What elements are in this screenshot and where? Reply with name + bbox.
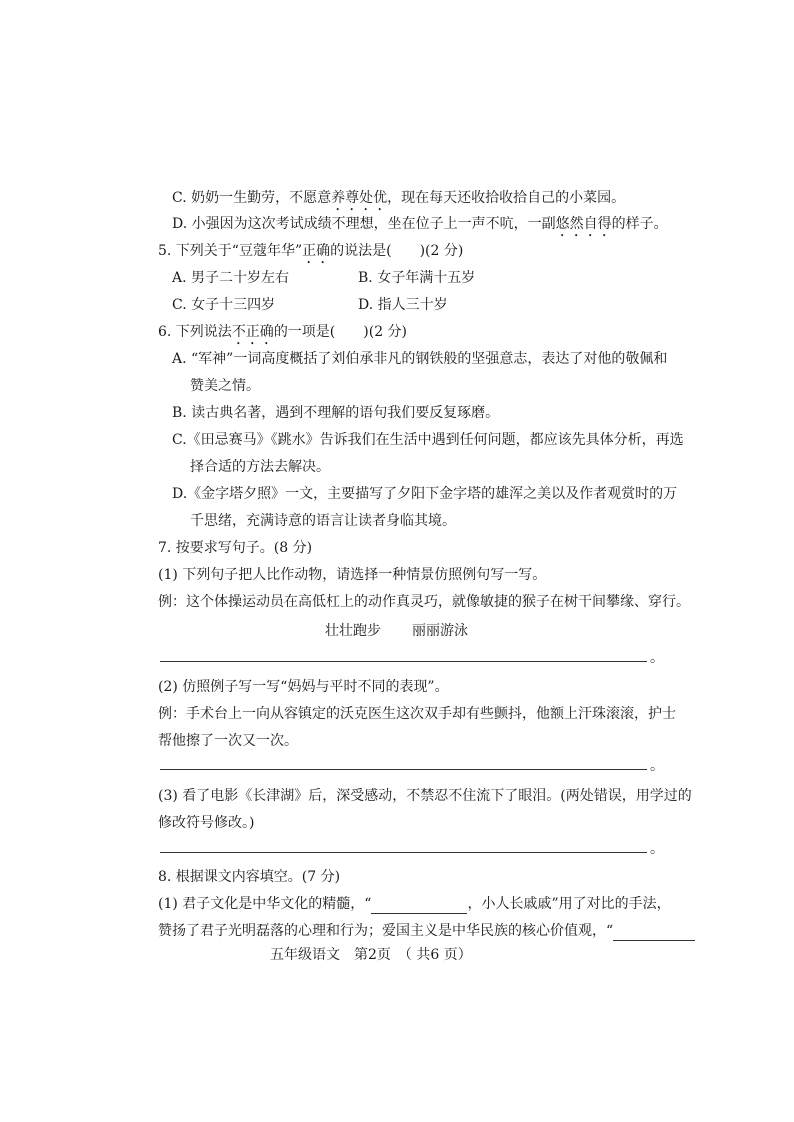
q7-part-1: (1) 下列句子把人比作动物，请选择一种情景仿照例句写一写。 xyxy=(158,567,547,583)
answer-period: 。 xyxy=(650,841,664,857)
option-d-text: D. 小强因为这次考试成绩不理想，坐在位子上一声不吭，一副 xyxy=(172,216,556,232)
q6-option-c[interactable]: C.《田忌赛马》《跳水》告诉我们在生活中遇到任何问题，都应该先具体分析，再选 xyxy=(172,432,684,448)
q5-option-c[interactable]: C. 女子十三四岁 xyxy=(172,297,276,313)
answer-line[interactable] xyxy=(160,769,647,770)
q5-option-a[interactable]: A. 男子二十岁左右 xyxy=(172,270,290,286)
q7-scenario-option: 丽丽游泳 xyxy=(412,623,468,639)
q6-option-c-cont: 择合适的方法去解决。 xyxy=(190,459,330,475)
q8-text-end: ，小人长戚戚”用了对比的手法， xyxy=(467,896,671,912)
q5-stem-text: 5. 下列关于“豆蔻年华” xyxy=(158,243,303,259)
answer-line[interactable] xyxy=(160,852,647,853)
emphasized-term: 正确 xyxy=(302,243,331,259)
question-8-stem: 8. 根据课文内容填空。(7 分) xyxy=(158,869,341,885)
question-6-stem xyxy=(158,322,407,348)
q6-option-a[interactable]: A. “军神”一词高度概括了刘伯承非凡的钢铁般的坚强意志，表达了对他的敬佩和 xyxy=(172,351,668,367)
option-c-text-end: ，现在每天还收拾收拾自己的小菜园。 xyxy=(387,190,626,206)
q6-option-b[interactable]: B. 读古典名著，遇到不理解的语句我们要反复琢磨。 xyxy=(172,405,500,421)
option-c-text: C. 奶奶一生勤劳，不愿意 xyxy=(172,190,332,206)
fill-blank[interactable] xyxy=(371,896,467,914)
page-footer: 五年级语文 第2页 （ 共6 页） xyxy=(270,947,472,963)
q6-stem-text: 6. 下列说法 xyxy=(158,324,232,340)
option-d xyxy=(172,214,668,240)
question-7-stem: 7. 按要求写句子。(8 分) xyxy=(158,540,313,556)
fill-blank[interactable] xyxy=(613,923,695,941)
q6-option-a-cont: 赞美之情。 xyxy=(190,378,260,394)
q5-option-d[interactable]: D. 指人三十岁 xyxy=(358,297,448,313)
q7-part-3-cont: 修改符号修改。) xyxy=(158,815,255,831)
q7-part-2: (2) 仿照例子写一写“妈妈与平时不同的表现”。 xyxy=(158,679,449,695)
q8-text: (1) 君子文化是中华文化的精髓，“ xyxy=(158,896,372,912)
question-5-stem xyxy=(158,241,463,267)
q8-line-1 xyxy=(158,894,671,914)
emphasized-term: 不正确 xyxy=(231,324,274,340)
option-d-text-end: 的样子。 xyxy=(611,216,668,232)
q8-line-2 xyxy=(158,921,695,941)
q7-part-2-example-cont: 帮他擦了一次又一次。 xyxy=(158,733,298,749)
answer-period: 。 xyxy=(650,758,664,774)
q5-stem-text-end: 的说法是( )(2 分) xyxy=(330,243,464,259)
q8-text: 赞扬了君子光明磊落的心理和行为；爱国主义是中华民族的核心价值观，“ xyxy=(158,923,614,939)
q7-part-1-example: 例：这个体操运动员在高低杠上的动作真灵巧，就像敏捷的猴子在树干间攀缘、穿行。 xyxy=(158,594,690,610)
option-c xyxy=(172,188,625,214)
answer-line[interactable] xyxy=(160,661,647,662)
q6-stem-text-end: 的一项是( )(2 分) xyxy=(273,324,408,340)
emphasized-term: 养尊处优 xyxy=(331,190,388,206)
q6-option-d[interactable]: D.《金字塔夕照》一文，主要描写了夕阳下金字塔的雄浑之美以及作者观赏时的万 xyxy=(172,486,678,502)
q5-option-b[interactable]: B. 女子年满十五岁 xyxy=(358,270,476,286)
q7-part-2-example: 例：手术台上一向从容镇定的沃克医生这次双手却有些颤抖，他额上汗珠滚滚，护士 xyxy=(158,706,676,722)
answer-period: 。 xyxy=(650,650,664,666)
q6-option-d-cont: 千思绪，充满诗意的语言让读者身临其境。 xyxy=(190,513,456,529)
emphasized-term: 悠然自得 xyxy=(555,216,612,232)
q7-part-3: (3) 看了电影《长津湖》后，深受感动，不禁忍不住流下了眼泪。(两处错误，用学过的 xyxy=(158,788,692,804)
q7-scenario-option: 壮壮跑步 xyxy=(325,623,381,639)
